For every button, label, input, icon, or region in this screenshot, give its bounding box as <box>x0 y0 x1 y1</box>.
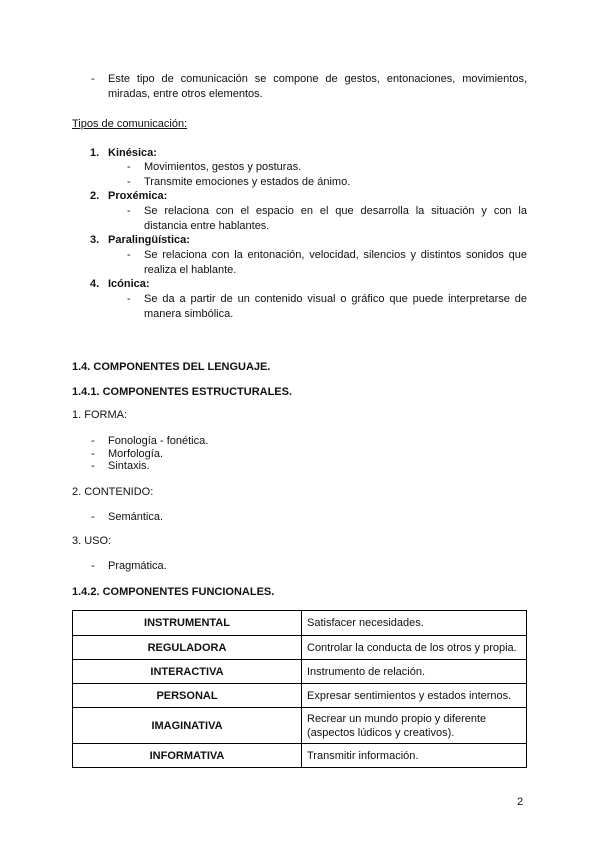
uso-label: 3. USO: <box>72 535 112 547</box>
section-title: 1.4. COMPONENTES DEL LENGUAJE. <box>72 361 271 373</box>
function-description <box>302 684 527 708</box>
type-title: Proxémica: <box>108 190 168 202</box>
list-bullet: - <box>91 511 95 523</box>
function-description-line: (aspectos lúdicos y creativos). <box>307 726 455 739</box>
type-title: Paralingüística: <box>108 234 190 246</box>
functional-components-table <box>72 610 527 768</box>
contenido-label: 2. CONTENIDO: <box>72 486 154 498</box>
table-row <box>73 611 527 636</box>
type-title: Kinésica: <box>108 147 157 159</box>
list-bullet: - <box>127 176 131 188</box>
type-bullet-text: distancia entre hablantes. <box>144 220 270 232</box>
function-description <box>302 636 527 660</box>
forma-item: Fonología - fonética. <box>108 435 209 447</box>
function-description-line: Controlar la conducta de los otros y propia. <box>307 641 517 654</box>
subsection-title-structural: 1.4.1. COMPONENTES ESTRUCTURALES. <box>72 386 293 398</box>
table-row <box>73 708 527 744</box>
function-name: REGULADORA <box>73 636 302 660</box>
type-number: 3. <box>90 234 100 246</box>
forma-item: Sintaxis. <box>108 460 150 472</box>
function-description <box>302 660 527 684</box>
contenido-item: Semántica. <box>108 511 164 523</box>
list-bullet: - <box>127 205 131 217</box>
forma-label: 1. FORMA: <box>72 409 128 421</box>
function-description <box>302 708 527 744</box>
function-name: INTERACTIVA <box>73 660 302 684</box>
type-bullet-text: Movimientos, gestos y posturas. <box>144 161 302 173</box>
list-bullet: - <box>91 460 95 472</box>
function-description-line: Instrumento de relación. <box>307 665 426 678</box>
function-description-line: Transmitir información. <box>307 749 419 762</box>
list-bullet: - <box>91 560 95 572</box>
function-description-line: Recrear un mundo propio y diferente <box>307 712 487 725</box>
function-description <box>302 744 527 768</box>
subsection-title-functional: 1.4.2. COMPONENTES FUNCIONALES. <box>72 586 275 598</box>
list-bullet: - <box>127 249 131 261</box>
function-name: INFORMATIVA <box>73 744 302 768</box>
type-number: 4. <box>90 278 100 290</box>
list-bullet: - <box>91 435 95 447</box>
uso-item: Pragmática. <box>108 560 167 572</box>
type-bullet-text: manera simbólica. <box>144 308 234 320</box>
list-bullet: - <box>127 161 131 173</box>
intro-line-2: miradas, entre otros elementos. <box>108 88 263 100</box>
type-number: 1. <box>90 147 100 159</box>
function-name: PERSONAL <box>73 684 302 708</box>
type-bullet-text: Se relaciona con el espacio en el que desarrolla la situación y con la <box>144 205 527 217</box>
function-description-line: Satisfacer necesidades. <box>307 617 424 629</box>
table-row <box>73 744 527 768</box>
forma-item: Morfología. <box>108 448 164 460</box>
type-bullet-text: realiza el hablante. <box>144 264 237 276</box>
list-bullet: - <box>91 448 95 460</box>
type-bullet-text: Se relaciona con la entonación, velocidad, silencios y distintos sonidos que <box>144 249 527 261</box>
function-name: IMAGINATIVA <box>73 708 302 744</box>
list-bullet: - <box>127 293 131 305</box>
intro-line-1: Este tipo de comunicación se compone de gestos, entonaciones, movimientos, <box>108 73 527 85</box>
page-number: 2 <box>517 796 524 808</box>
type-bullet-text: Se da a partir de un contenido visual o gráfico que puede interpretarse de <box>144 293 527 305</box>
type-bullet-text: Transmite emociones y estados de ánimo. <box>144 176 351 188</box>
function-name: INSTRUMENTAL <box>73 611 302 636</box>
table-row <box>73 660 527 684</box>
type-number: 2. <box>90 190 100 202</box>
table-row <box>73 684 527 708</box>
function-description <box>302 611 527 636</box>
type-title: Icónica: <box>108 278 150 290</box>
types-heading: Tipos de comunicación: <box>72 118 188 130</box>
intro-bullet: - <box>91 73 95 85</box>
function-description-line: Expresar sentimientos y estados internos. <box>307 689 512 702</box>
table-row <box>73 636 527 660</box>
